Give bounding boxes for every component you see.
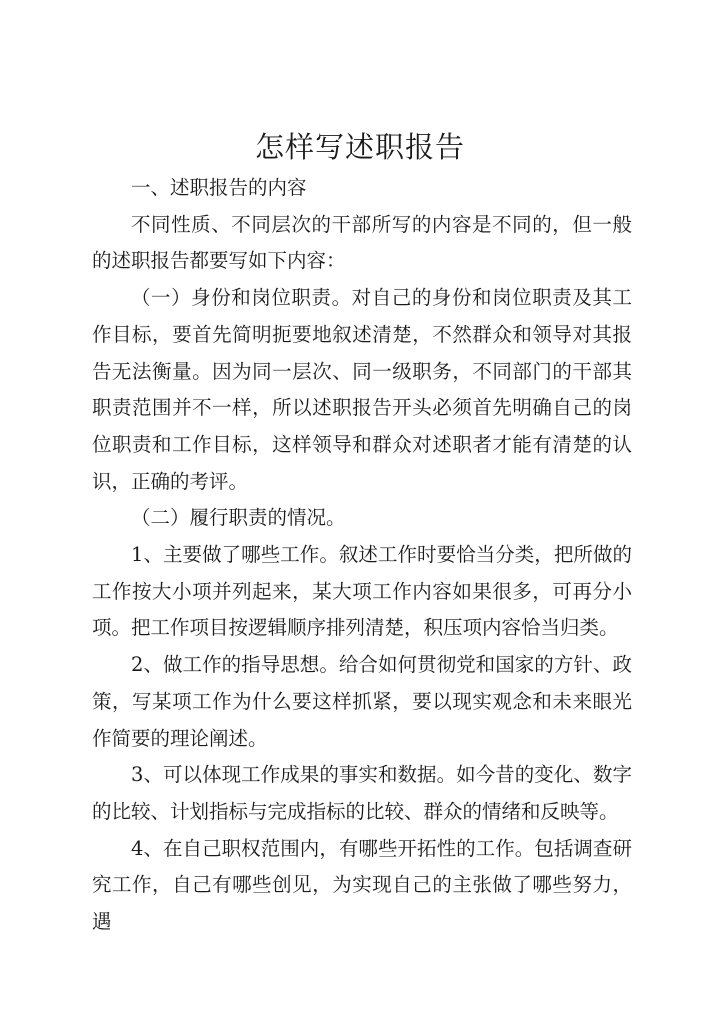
paragraph-item-4: 4、在自己职权范围内，有哪些开拓性的工作。包括调查研究工作，自己有哪些创见，为实现自己的主张做了哪些努力，遇 <box>92 836 632 934</box>
paragraph-performance-heading: （二）履行职责的情况。 <box>131 506 346 530</box>
document-title: 怎样写述职报告 <box>254 130 465 164</box>
paragraph-intro: 不同性质、不同层次的干部所写的内容是不同的，但一般的述职报告都要写如下内容： <box>92 212 632 273</box>
paragraph-item-2: 2、做工作的指导思想。给合如何贯彻党和国家的方针、政策，写某项工作为什么要这样抓紧，要以现实观念和未来眼光作简要的理论阐述。 <box>92 653 632 750</box>
document-body <box>92 170 632 941</box>
paragraph-item-3: 3、可以体现工作成果的事实和数据。如今昔的变化、数字的比较、计划指标与完成指标的比较、群众的情绪和反映等。 <box>92 763 632 823</box>
paragraph-identity-duties: （一）身份和岗位职责。对自己的身份和岗位职责及其工作目标，要首先简明扼要地叙述清楚，不然群众和领导对其报告无法衡量。因为同一层次、同一级职务，不同部门的干部其职责范围并不一样，所以述职报告开头必须首先明确自己的岗位职责和工作目标，这样领导和群众对述职者才能有清楚的认识，正确的考评。 <box>92 286 632 493</box>
section-heading-content: 一、述职报告的内容 <box>131 176 307 199</box>
paragraph-item-1: 1、主要做了哪些工作。叙述工作时要恰当分类，把所做的工作按大小项并列起来，某大项工作内容如果很多，可再分小项。把工作项目按逻辑顺序排列清楚，积压项内容恰当归类。 <box>92 543 632 640</box>
